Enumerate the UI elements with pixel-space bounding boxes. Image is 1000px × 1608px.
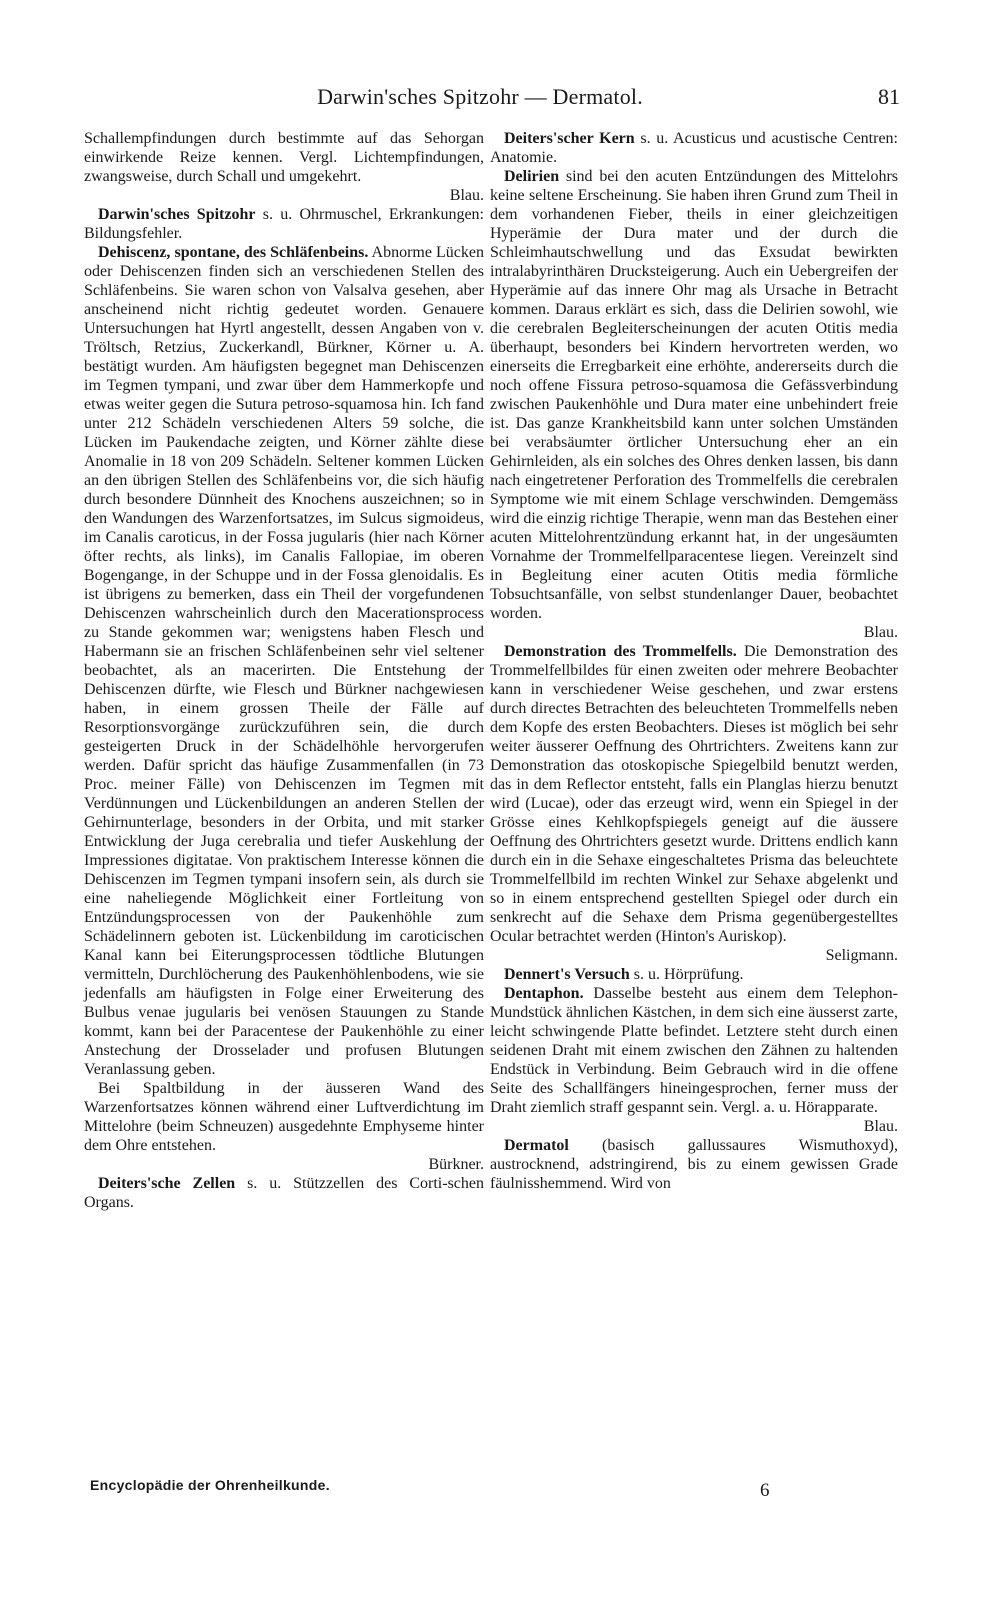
entry-text: s. u. Ohrmuschel, Erkrankungen: Bildungsfehler. [84, 206, 484, 242]
running-head [60, 84, 900, 114]
author-signature: Bürkner. [428, 1156, 484, 1173]
entry-text: s. u. Stützzellen des Corti-schen Organs. [84, 1175, 484, 1211]
right-column [490, 129, 898, 1193]
entry-text: Abnorme Lücken oder Dehiscenzen finden sich an verschiedenen Stellen des Schläfenbeins. Sie waren schon von Valsalva gesehen, aber anscheinend nicht richtig gedeutet worden. Genauere Untersuchungen hat Hyrtl angestellt, dessen Angaben von v. Tröltsch, Retzius, Zuckerkandl, Bürkner, Körner u. A. bestätigt wurden. Am häufigsten begegnet man Dehiscenzen im Tegmen tympani, und zwar über dem Hammerkopfe und etwas weiter gegen die Sutura petroso-squamosa hin. Ich fand unter 212 Schädeln verschiedenen Alters 59 solche, die Lücken im Paukendache zeigten, und Körner zählte diese Anomalie in 18 von 209 Schädeln. Seltener kommen Lücken an den übrigen Stellen des Schläfenbeins vor, die sich häufig durch besondere Dünnheit des Knochens auszeichnen; so in den Wandungen des Warzenfortsatzes, im Sulcus sigmoideus, im Canalis caroticus, in der Fossa jugularis (hier nach Körner öfter rechts, als links), im Canalis Fallopiae, im oberen Bogengange, in der Schuppe und in der Fossa glenoidalis. Es ist übrigens zu bemerken, dass ein Theil der vorgefundenen Dehiscenzen wahrscheinlich durch den Macerationsprocess zu Stande gekommen war; wenigstens haben Flesch und Habermann sie an frischen Schläfenbeinen sehr viel seltener beobachtet, als an macerirten. Die Entstehung der Dehiscenzen dürfte, wie Flesch und Bürkner nachgewiesen haben, in einem grossen Theile der Fälle auf Resorptionsvorgänge zurückzuführen sein, die durch gesteigerten Druck in der Schädelhöhle hervorgerufen werden. Dafür spricht das häufige Zusammenfallen (in 73 Proc. meiner Fälle) von Dehiscenzen im Tegmen mit Verdünnungen und Lückenbildungen an anderen Stellen der Gehirnunterlage, besonders in der Orbita, und mit starker Entwicklung der Juga cerebralia und tiefer Auskehlung der Impressiones digitatae. Von praktischem Interesse können die Dehiscenzen im Tegmen tympani insofern sein, als durch sie eine naheliegende Möglichkeit einer Fortleitung von Entzündungsprocessen von der Paukenhöhle zum Schädelinnern geboten ist. Lückenbildung im caroticischen Kanal kann bei Eiterungsprocessen tödtliche Blutungen vermitteln, Durchlöcherung des Paukenhöhlenbodens, wie sie jedenfalls am häufigsten in Folge einer Erweiterung des Bulbus venae jugularis bei venösen Stauungen zu Stande kommt, kann bei der Paracentese der Paukenhöhle zu einer Anstechung der Drosselader und profusen Blutungen Veranlassung geben. [84, 244, 485, 1078]
publication-footer: Encyclopädie der Ohrenheilkunde. [90, 1477, 330, 1493]
entry-dentaphon [490, 984, 898, 1136]
entry-demonstration [490, 642, 898, 965]
entry-headword: Deiters'scher Kern [504, 130, 635, 147]
paragraph [84, 1079, 484, 1174]
author-signature: Blau. [449, 187, 484, 204]
entry-headword: Delirien [504, 168, 560, 185]
entry-headword: Dehiscenz, spontane, des Schläfenbeins. [98, 244, 369, 261]
entry-text: s. u. Acusticus und acustische Centren: Anatomie. [490, 130, 898, 166]
paragraph-text: Schallempfindungen durch bestimmte auf das Sehorgan einwirkende Reize kennen. Vergl. Lichtempfindungen, zwangsweise, durch Schall und umgekehrt. [84, 130, 484, 185]
page-number: 81 [878, 84, 900, 109]
entry-headword: Darwin'sches Spitzohr [98, 206, 256, 223]
running-title: Darwin'sches Spitzohr — Dermatol. [317, 84, 643, 109]
entry-headword: Demonstration des Trommelfells. [504, 643, 737, 660]
entry-text: sind bei den acuten Entzündungen des Mittelohrs keine seltene Erscheinung. Sie haben ihren Grund zum Theil in dem vorhandenen Fieber, theils in einer gleichzeitigen Hyperämie der Dura mater und der durch die Schleimhautschwellung und das Exsudat bewirkten intralabyrinthären Drucksteigerung. Auch ein Uebergreifen der Hyperämie auf das innere Ohr mag als Ursache in Betracht kommen. Daraus erklärt es sich, dass die Delirien sowohl, wie die cerebralen Begleiterscheinungen der acuten Otitis media überhaupt, besonders bei Kindern hervortreten werden, wo einerseits die Erregbarkeit eine erhöhte, andererseits durch die noch offene Fissura petroso-squamosa die Gefässverbindung zwischen Paukenhöhle und Dura mater eine unbehindert freie ist. Das ganze Krankheitsbild kann unter solchen Umständen bei verabsäumter örtlicher Untersuchung eher an ein Gehirnleiden, als ein solches des Ohres denken lassen, bis dann nach eingetretener Perforation des Trommelfells die cerebralen Symptome wie mit einem Schlage verschwinden. Demgemäss wird die einzig richtige Therapie, wenn man das Bestehen einer acuten Mittelohrentzündung erkannt hat, in der ungesäumten Vornahme der Trommelfellparacentese liegen. Vereinzelt sind in Begleitung einer acuten Otitis media förmliche Tobsuchtsanfälle, von selbst stundenlanger Dauer, beobachtet worden. [490, 168, 898, 622]
entry-headword: Deiters'sche Zellen [98, 1175, 236, 1192]
author-signature: Blau. [863, 624, 898, 641]
entry-headword: Dermatol [504, 1137, 569, 1154]
entry-delirien [490, 167, 898, 642]
entry-headword: Dentaphon. [504, 985, 584, 1002]
entry-text: Dasselbe besteht aus einem dem Telephon-Mundstück ähnlichen Kästchen, in dem sich eine äusserst zarte, leicht schwingende Platte befindet. Letztere steht durch einen seidenen Draht mit einem zwischen den Zähnen zu haltenden Endstück in Verbindung. Beim Gebrauch wird in die offene Seite des Schallfängers hineingesprochen, ferner muss der Draht ziemlich straff gespannt sein. Vergl. a. u. Hörapparate. [490, 985, 898, 1116]
entry-deiterssche-zellen [84, 1174, 484, 1212]
paragraph-text: Bei Spaltbildung in der äusseren Wand des Warzenfortsatzes können während einer Luftverdichtung im Mittelohre (beim Schneuzen) ausgedehnte Emphyseme hinter dem Ohre entstehen. [84, 1080, 484, 1154]
author-signature: Blau. [863, 1118, 898, 1135]
entry-dennerts-versuch [490, 965, 898, 984]
entry-headword: Dennert's Versuch [504, 966, 630, 983]
entry-text: Die Demonstration des Trommelfellbildes für einen zweiten oder mehrere Beobachter kann in verschiedener Weise geschehen, und zwar erstens durch directes Betrachten des beleuchteten Trommelfells neben dem Kopfe des ersten Beobachters. Dieses ist möglich bei sehr weiter äusserer Oeffnung des Ohrtrichters. Zweitens kann zur Demonstration das otoskopische Spiegelbild benutzt werden, das in dem Reflector entsteht, falls ein Planglas hierzu benutzt wird (Lucae), oder das erzeugt wird, wenn ein Spiegel in der Grösse eines Kehlkopfspiegels geneigt auf die äussere Oeffnung des Ohrtrichters gesetzt wurde. Drittens endlich kann durch ein in die Sehaxe eingeschaltetes Prisma das beleuchtete Trommelfellbild im rechten Winkel zur Sehaxe abgelenkt und so in einem entsprechend gestellten Spiegel oder durch ein senkrecht auf die Sehaxe dem Prisma gegenübergestelltes Ocular betrachtet werden (Hinton's Auriskop). [490, 643, 898, 945]
entry-dermatol [490, 1136, 898, 1193]
entry-text: s. u. Hörprüfung. [629, 966, 744, 983]
author-signature: Seligmann. [825, 947, 898, 964]
left-column [84, 129, 484, 1212]
entry-darwinsches-spitzohr [84, 205, 484, 243]
signature-mark: 6 [760, 1480, 770, 1501]
entry-text: (basisch gallussaures Wismuthoxyd), austrocknend, adstringirend, bis zu einem gewissen Grade fäulnisshemmend. Wird von [490, 1137, 898, 1192]
entry-deitersscher-kern [490, 129, 898, 167]
entry-dehiscenz [84, 243, 484, 1079]
paragraph [84, 129, 484, 205]
